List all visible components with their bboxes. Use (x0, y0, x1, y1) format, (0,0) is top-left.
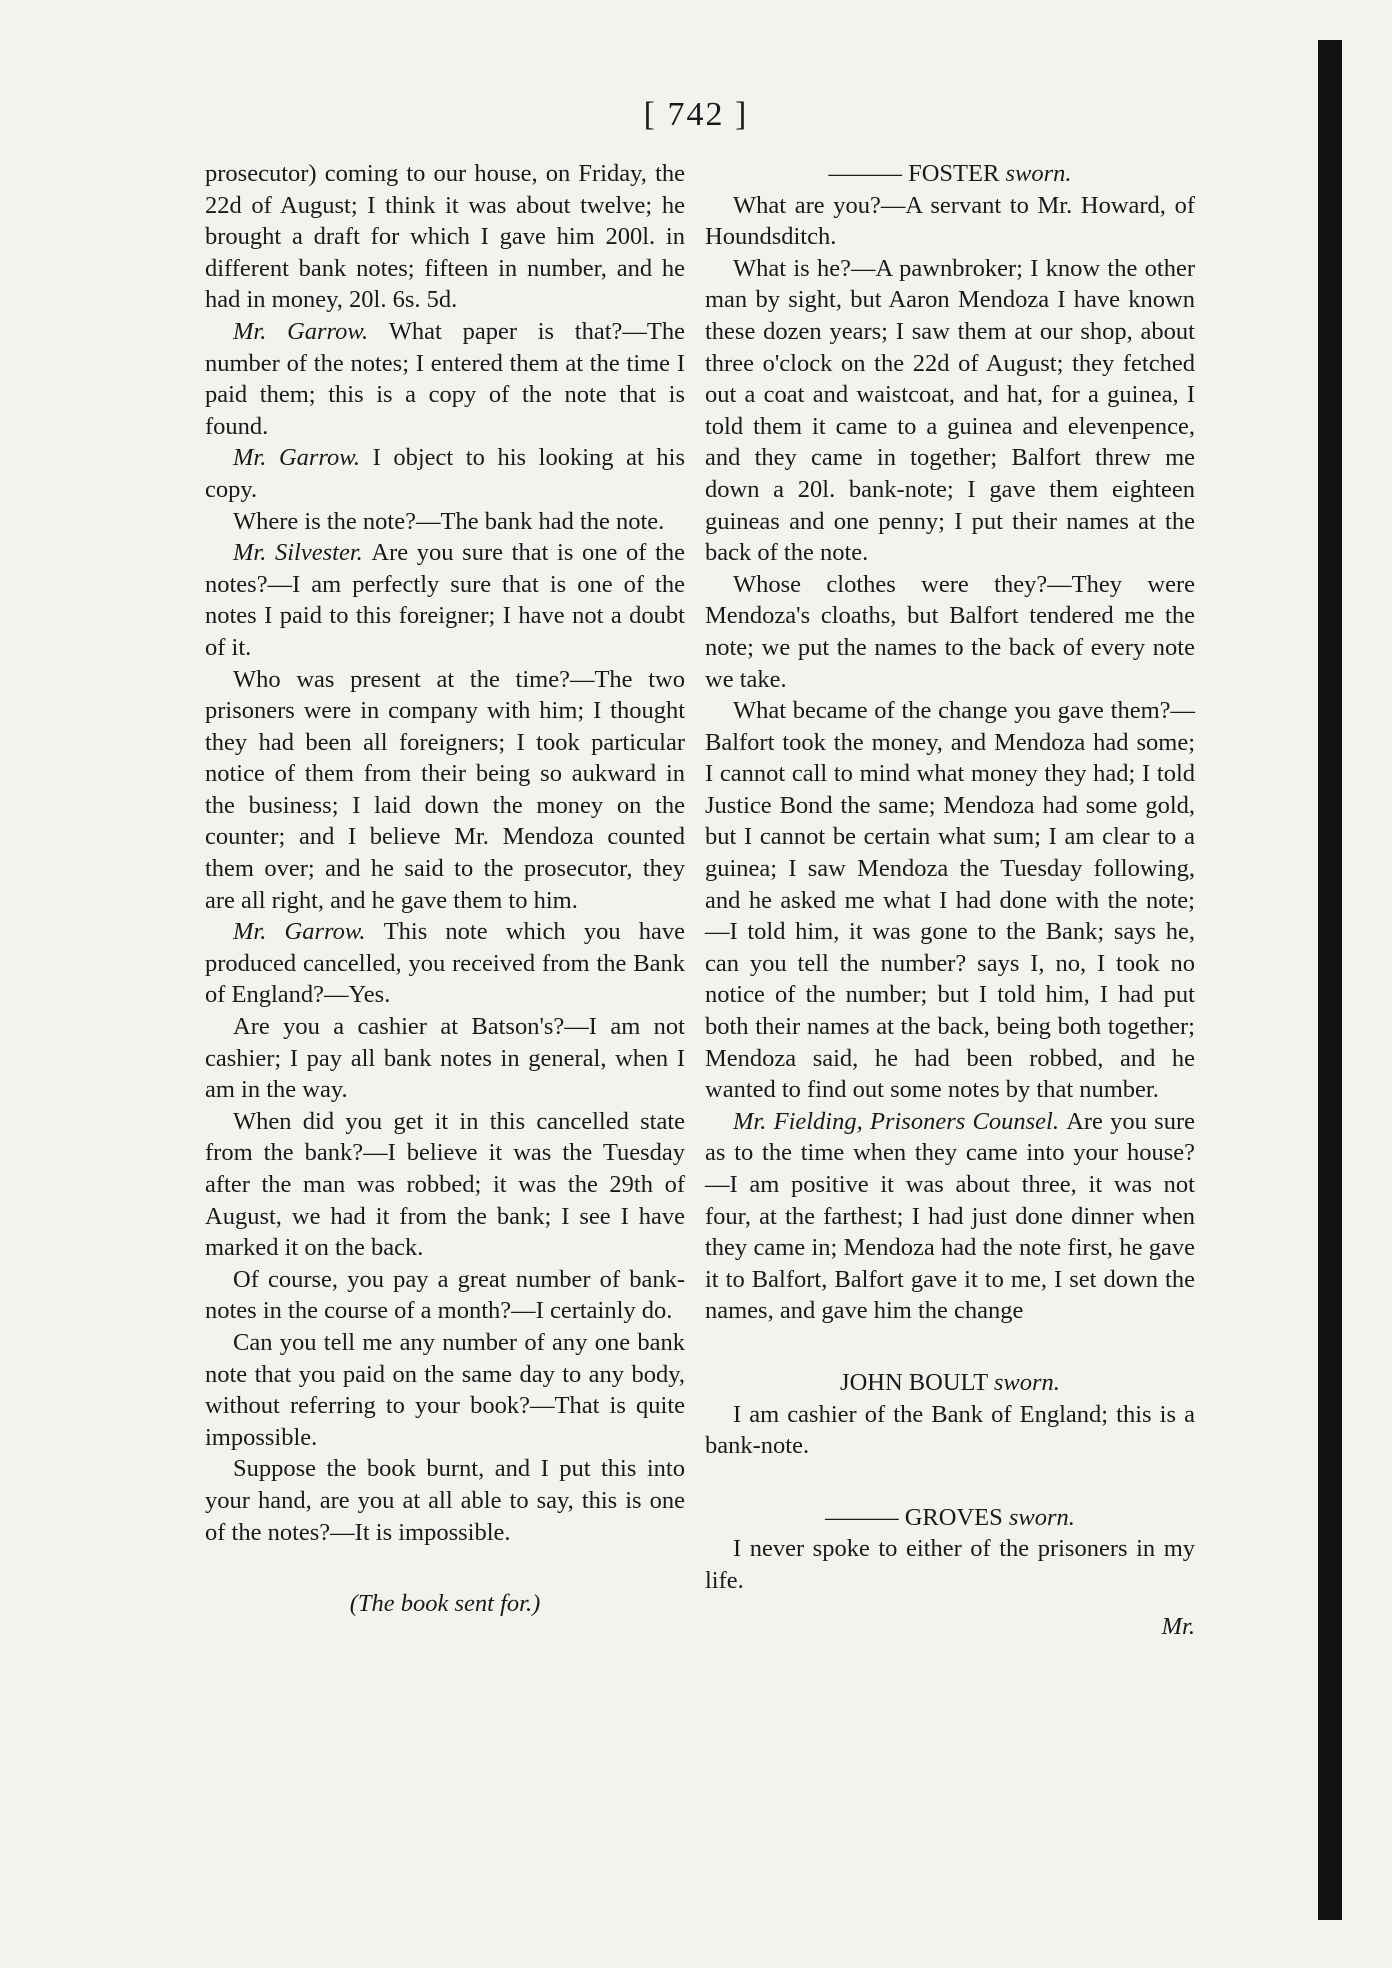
testimony-text: I am cashier of the Bank of England; this is a bank-note. (705, 1400, 1195, 1460)
speaker-name: Mr. Fielding, Prisoners Counsel. (733, 1107, 1067, 1135)
testimony-text: Are you sure as to the time when they came into your house?—I am positive it was about three, it was not four, at the farthest; I had just done dinner when they came in; Mendoza had the note first, he gave it to Balfort, Balfort gave it to me, I set down the names, and gave him the change (705, 1107, 1195, 1325)
page-number: [ 742 ] (643, 96, 749, 133)
sworn-label: sworn. (1005, 160, 1072, 187)
testimony-paragraph (705, 253, 1195, 569)
right-column (705, 158, 1195, 1642)
testimony-paragraph (205, 1327, 685, 1453)
witness-heading (705, 1502, 1195, 1534)
speaker-name: Mr. Silvester. (233, 539, 372, 567)
witness-heading (705, 158, 1195, 190)
testimony-paragraph (205, 506, 685, 538)
testimony-paragraph (205, 158, 685, 316)
testimony-paragraph (705, 1533, 1195, 1596)
testimony-text: Suppose the book burnt, and I put this into your hand, are you at all able to say, this is one of the notes?—It is impossible. (205, 1455, 685, 1546)
testimony-paragraph (205, 916, 685, 1011)
testimony-text: prosecutor) coming to our house, on Friday, the 22d of August; I think it was about twelve; he brought a draft for which I gave him 200l. in different bank notes; fifteen in number, and he had in money, 20l. 6s. 5d. (205, 160, 685, 314)
catchword: Mr. (1161, 1612, 1195, 1640)
testimony-paragraph (205, 664, 685, 917)
testimony-paragraph (205, 1264, 685, 1327)
sworn-label: sworn. (1008, 1503, 1075, 1531)
testimony-paragraph (205, 316, 685, 442)
testimony-text: What is he?—A pawnbroker; I know the other man by sight, but Aaron Mendoza I have known these dozen years; I saw them at our shop, about three o'clock on the 22d of August; they fetched out a coat and waistcoat, and hat, for a guinea, I told them it came to a guinea and elevenpence, and they came in together; Balfort threw me down a 20l. bank-note; I gave them eighteen guineas and one penny; I put their names at the back of the note. (705, 254, 1195, 567)
testimony-paragraph (205, 1106, 685, 1264)
witness-name: ——— GROVES (825, 1503, 1009, 1531)
testimony-text: I never spoke to either of the prisoners in my life. (705, 1535, 1195, 1594)
testimony-paragraph (705, 190, 1195, 253)
testimony-text: Who was present at the time?—The two prisoners were in company with him; I thought they had been all foreigners; I took particular notice of them from their being so aukward in the business; I laid down the money on the counter; and I believe Mr. Mendoza counted them over; and he said to the prosecutor, they are all right, and he gave them to him. (205, 665, 685, 914)
testimony-paragraph (205, 1011, 685, 1106)
testimony-paragraph (705, 1399, 1195, 1462)
testimony-text: What became of the change you gave them?—Balfort took the money, and Mendoza had some; I cannot call to mind what money they had; I told Justice Bond the same; Mendoza had some gold, but I cannot be certain what sum; I am clear to a guinea; I saw Mendoza the Tuesday following, and he asked me what I had done with the note;—I told him, it was gone to the Bank; says he, can you tell the number? says I, no, I took no notice of the number; but I told him, I had put both their names at the back, being both together; Mendoza said, he had been robbed, and he wanted to find out some notes by that number. (705, 697, 1195, 1104)
left-column (205, 158, 685, 1620)
witness-name: ——— FOSTER (828, 160, 1006, 187)
speaker-name: Mr. Garrow. (233, 918, 384, 946)
testimony-text: Where is the note?—The bank had the note. (233, 507, 665, 535)
speaker-name: Mr. Garrow. (233, 317, 389, 345)
testimony-text: Whose clothes were they?—They were Mendoza's cloaths, but Balfort tendered me the note; we put the names to the back of every note we take. (705, 570, 1195, 693)
testimony-text: When did you get it in this cancelled state from the bank?—I believe it was the Tuesday after the man was robbed; it was the 29th of August, we had it from the bank; I see I have marked it on the back. (205, 1107, 685, 1262)
testimony-text: Can you tell me any number of any one bank note that you paid on the same day to any body, without referring to your book?—That is quite impossible. (205, 1328, 685, 1451)
testimony-text: Are you a cashier at Batson's?—I am not cashier; I pay all bank notes in general, when I am in the way. (205, 1013, 685, 1104)
binding-edge (1318, 40, 1342, 1920)
testimony-text: Of course, you pay a great number of bank-notes in the course of a month?—I certainly do. (205, 1265, 685, 1325)
testimony-paragraph (205, 1453, 685, 1548)
testimony-text: This note which you have produced cancelled, you received from the Bank of England?—Yes. (205, 918, 685, 1009)
sworn-label: sworn. (993, 1368, 1060, 1396)
testimony-text: I object to his looking at his copy. (205, 444, 685, 503)
speaker-name: Mr. Garrow. (233, 444, 373, 472)
stage-direction: (The book sent for.) (349, 1590, 541, 1618)
testimony-paragraph (705, 695, 1195, 1106)
testimony-paragraph (205, 537, 685, 663)
testimony-paragraph (705, 569, 1195, 695)
testimony-text: What are you?—A servant to Mr. Howard, of Houndsditch. (705, 191, 1195, 251)
testimony-text: What paper is that?—The number of the notes; I entered them at the time I paid them; this is a copy of the note that is found. (205, 317, 685, 440)
witness-name: JOHN BOULT (840, 1368, 994, 1396)
testimony-paragraph (705, 1106, 1195, 1327)
testimony-text: Are you sure that is one of the notes?—I am perfectly sure that is one of the notes I paid to this foreigner; I have not a doubt of it. (205, 539, 686, 661)
witness-heading (705, 1367, 1195, 1399)
testimony-paragraph (205, 442, 685, 505)
